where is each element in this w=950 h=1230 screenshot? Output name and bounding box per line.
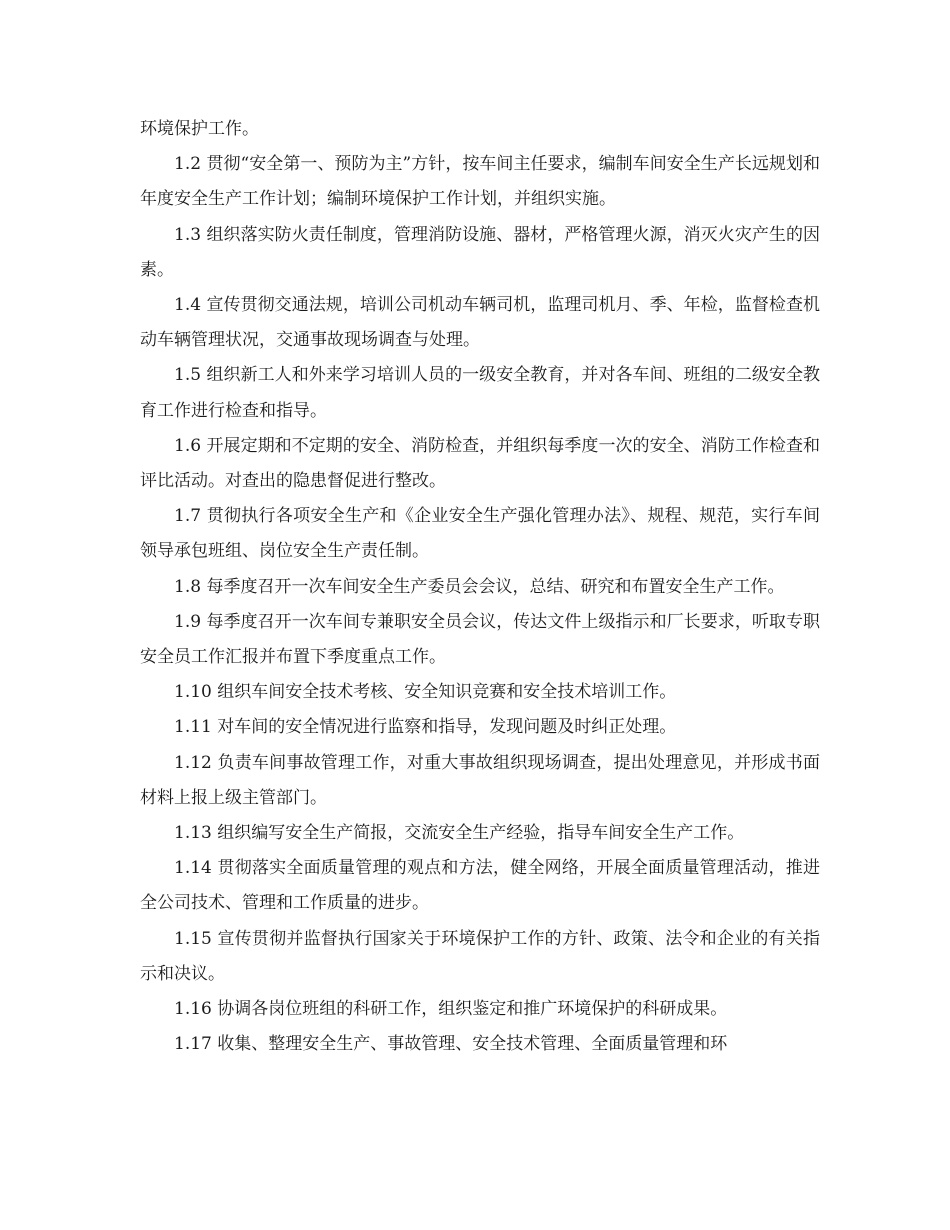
- paragraph-continuation: 环境保护工作。: [140, 119, 259, 139]
- paragraph-1-14: 1.14 贯彻落实全面质量管理的观点和方法，健全网络，开展全面质量管理活动，推进全公司技术、管理和工作质量的进步。: [140, 858, 820, 914]
- paragraph-1-6: 1.6 开展定期和不定期的安全、消防检查，并组织每季度一次的安全、消防工作检查和评比活动。对查出的隐患督促进行整改。: [140, 435, 820, 492]
- paragraph-1-15: 1.15 宣传贯彻并监督执行国家关于环境保护工作的方针、政策、法令和企业的有关指示和决议。: [140, 928, 820, 984]
- paragraph-1-5: 1.5 组织新工人和外来学习培训人员的一级安全教育，并对各车间、班组的二级安全教育工作进行检查和指导。: [140, 365, 820, 421]
- paragraph-1-9: 1.9 每季度召开一次车间专兼职安全员会议，传达文件上级指示和厂长要求，听取专职安全员工作汇报并布置下季度重点工作。: [140, 611, 820, 668]
- paragraph-1-2: 1.2 贯彻“安全第一、预防为主”方针，按车间主任要求，编制车间安全生产长远规划和年度安全生产工作计划；编制环境保护工作计划，并组织实施。: [140, 154, 820, 210]
- paragraph-1-3: 1.3 组织落实防火责任制度，管理消防设施、器材，严格管理火源，消灭火灾产生的因素。: [140, 224, 820, 280]
- paragraph-1-11: 1.11 对车间的安全情况进行监察和指导，发现问题及时纠正处理。: [174, 717, 677, 738]
- paragraph-1-16: 1.16 协调各岗位班组的科研工作，组织鉴定和推广环境保护的科研成果。: [174, 999, 728, 1020]
- paragraph-1-4: 1.4 宣传贯彻交通法规，培训公司机动车辆司机，监理司机月、季、年检，监督检查机动车辆管理状况，交通事故现场调查与处理。: [140, 295, 820, 351]
- paragraph-1-12: 1.12 负责车间事故管理工作，对重大事故组织现场调查，提出处理意见，并形成书面材料上报上级主管部门。: [140, 752, 820, 808]
- paragraph-1-8: 1.8 每季度召开一次车间安全生产委员会会议，总结、研究和布置安全生产工作。: [174, 576, 785, 597]
- paragraph-1-13: 1.13 组织编写安全生产简报，交流安全生产经验，指导车间安全生产工作。: [174, 823, 745, 844]
- paragraph-1-10: 1.10 组织车间安全技术考核、安全知识竞赛和安全技术培训工作。: [174, 682, 677, 703]
- paragraph-1-17: 1.17 收集、整理安全生产、事故管理、安全技术管理、全面质量管理和环: [174, 1034, 728, 1055]
- document-body: [140, 112, 820, 1062]
- paragraph-1-7: 1.7 贯彻执行各项安全生产和《企业安全生产强化管理办法》、规程、规范，实行车间领导承包班组、岗位安全生产责任制。: [140, 506, 820, 562]
